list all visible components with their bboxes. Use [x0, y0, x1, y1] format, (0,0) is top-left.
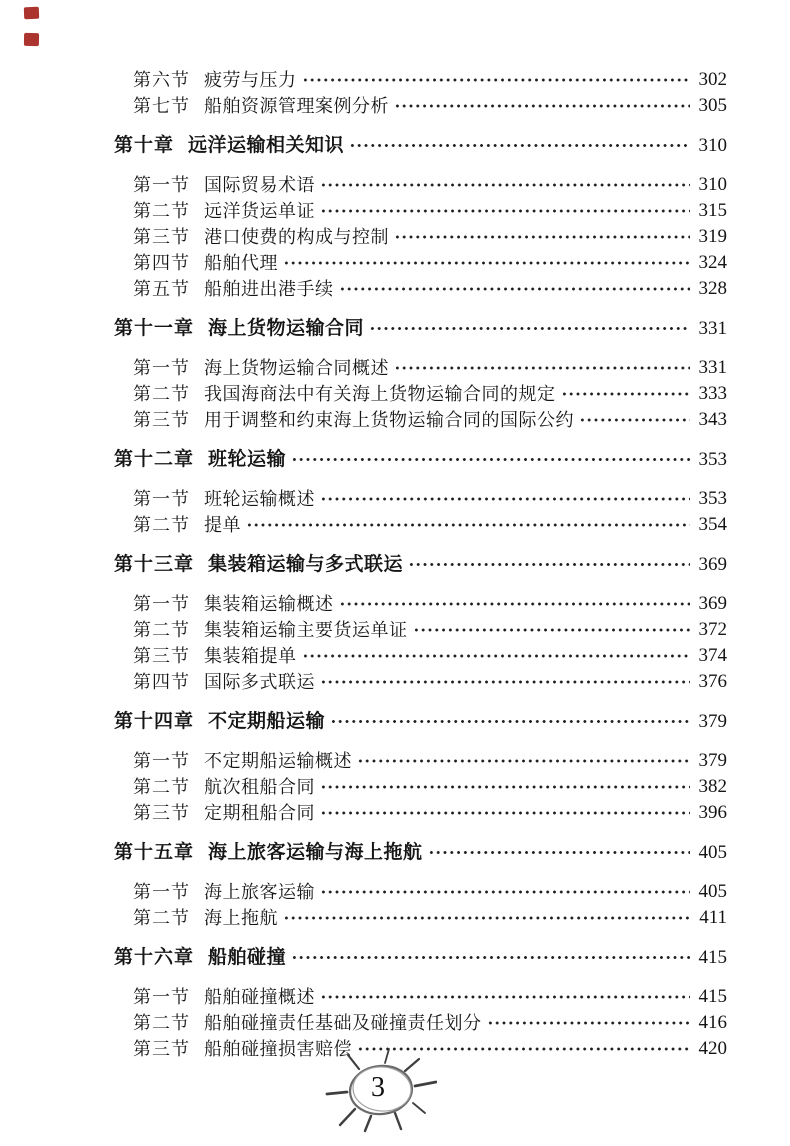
red-stamp-mark [24, 33, 39, 46]
toc-entry-page: 331 [698, 318, 727, 339]
toc-entry-label: 第一节 [133, 987, 190, 1007]
dot-leader-icon [369, 315, 690, 342]
dot-leader-icon [283, 250, 690, 276]
toc-entry-label: 第六节 [133, 70, 190, 90]
toc-entry-title: 集装箱运输与多式联运 [208, 554, 404, 575]
toc-section-row [0, 512, 727, 538]
dot-leader-icon [487, 1010, 691, 1036]
red-stamp-mark [24, 7, 39, 20]
toc-entry-label: 第二节 [133, 620, 190, 640]
toc-entry-title: 班轮运输 [208, 449, 287, 470]
toc-entry-label: 第三节 [133, 410, 190, 430]
toc-entry-label: 第十四章 [114, 711, 195, 732]
dot-leader-icon [320, 800, 690, 826]
toc-entry-title: 船舶碰撞 [208, 947, 287, 968]
toc-entry-title: 班轮运输概述 [204, 489, 315, 509]
toc-entry-label: 第一节 [133, 751, 190, 771]
toc-entry-page: 411 [699, 907, 727, 928]
toc-section-row [0, 276, 727, 302]
dot-leader-icon [428, 839, 690, 866]
toc-entry-page: 353 [698, 488, 727, 509]
toc-entry-page: 302 [698, 69, 727, 90]
toc-entry-page: 379 [698, 750, 727, 771]
dot-leader-icon [394, 355, 690, 381]
dot-leader-icon [413, 617, 691, 643]
toc-entry-page: 420 [698, 1038, 727, 1059]
toc-section-row [0, 748, 727, 774]
toc-entry-label: 第一节 [133, 489, 190, 509]
toc-entry-page: 310 [698, 174, 727, 195]
toc-entry-page: 405 [698, 881, 727, 902]
dot-leader-icon [320, 669, 690, 695]
toc-entry-page: 379 [698, 711, 727, 732]
toc-entry-title: 港口使费的构成与控制 [204, 227, 389, 247]
toc-section-row [0, 669, 727, 695]
toc-entry-page: 376 [698, 671, 727, 692]
toc-entry-title: 海上拖航 [204, 908, 278, 928]
toc-entry-page: 372 [698, 619, 727, 640]
toc-entry-label: 第二节 [133, 201, 190, 221]
toc-section-row [0, 800, 727, 826]
dot-leader-icon [291, 944, 690, 971]
toc-entry-page: 333 [698, 383, 727, 404]
toc-entry-page: 374 [698, 645, 727, 666]
toc-section-row [0, 617, 727, 643]
toc-entry-title: 集装箱运输概述 [204, 594, 334, 614]
dot-leader-icon [320, 879, 690, 905]
toc-section-row [0, 67, 727, 93]
toc-entry-label: 第十一章 [114, 318, 195, 339]
toc-entry-page: 416 [698, 1012, 727, 1033]
toc-entry-title: 船舶代理 [204, 253, 278, 273]
toc-section-row [0, 879, 727, 905]
toc-entry-label: 第四节 [133, 672, 190, 692]
toc-list [0, 67, 727, 1062]
toc-section-row [0, 198, 727, 224]
toc-entry-label: 第一节 [133, 358, 190, 378]
toc-entry-page: 396 [698, 802, 727, 823]
toc-entry-page: 353 [698, 449, 727, 470]
toc-entry-title: 船舶碰撞概述 [204, 987, 315, 1007]
toc-entry-title: 船舶碰撞责任基础及碰撞责任划分 [204, 1013, 482, 1033]
toc-entry-title: 集装箱运输主要货运单证 [204, 620, 408, 640]
toc-section-row [0, 355, 727, 381]
toc-entry-title: 集装箱提单 [204, 646, 297, 666]
dot-leader-icon [283, 905, 690, 931]
toc-entry-page: 315 [698, 200, 727, 221]
toc-entry-label: 第五节 [133, 279, 190, 299]
toc-entry-label: 第二节 [133, 908, 190, 928]
dot-leader-icon [302, 67, 691, 93]
toc-entry-label: 第一节 [133, 882, 190, 902]
toc-entry-page: 331 [698, 357, 727, 378]
toc-entry-label: 第三节 [133, 1039, 190, 1059]
toc-section-row [0, 984, 727, 1010]
toc-chapter-row [0, 132, 727, 159]
dot-leader-icon [330, 708, 690, 735]
toc-entry-label: 第十三章 [114, 554, 195, 575]
toc-entry-label: 第三节 [133, 227, 190, 247]
toc-entry-page: 354 [698, 514, 727, 535]
toc-entry-label: 第二节 [133, 777, 190, 797]
toc-section-row [0, 93, 727, 119]
dot-leader-icon [394, 93, 690, 119]
toc-entry-label: 第四节 [133, 253, 190, 273]
toc-entry-page: 405 [698, 842, 727, 863]
toc-entry-page: 328 [698, 278, 727, 299]
toc-chapter-row [0, 446, 727, 473]
page-number: 3 [371, 1072, 385, 1103]
toc-entry-title: 提单 [204, 515, 241, 535]
toc-chapter-row [0, 551, 727, 578]
toc-entry-label: 第七节 [133, 96, 190, 116]
toc-entry-title: 定期租船合同 [204, 803, 315, 823]
toc-section-row [0, 774, 727, 800]
dot-leader-icon [320, 198, 690, 224]
toc-entry-title: 国际贸易术语 [204, 175, 315, 195]
dot-leader-icon [320, 172, 690, 198]
toc-entry-title: 船舶资源管理案例分析 [204, 96, 389, 116]
toc-entry-title: 国际多式联运 [204, 672, 315, 692]
dot-leader-icon [357, 748, 690, 774]
toc-section-row [0, 381, 727, 407]
toc-entry-title: 航次租船合同 [204, 777, 315, 797]
toc-entry-page: 415 [698, 947, 727, 968]
toc-entry-label: 第十五章 [114, 842, 195, 863]
toc-entry-page: 343 [698, 409, 727, 430]
toc-entry-label: 第三节 [133, 803, 190, 823]
toc-section-row [0, 407, 727, 433]
toc-entry-title: 用于调整和约束海上货物运输合同的国际公约 [204, 410, 574, 430]
toc-entry-title: 疲劳与压力 [204, 70, 297, 90]
toc-entry-title: 船舶碰撞损害赔偿 [204, 1039, 352, 1059]
toc-entry-page: 324 [698, 252, 727, 273]
toc-entry-title: 海上旅客运输 [204, 882, 315, 902]
page-number-ornament [325, 1046, 437, 1134]
dot-leader-icon [320, 774, 690, 800]
toc-entry-page: 310 [698, 135, 727, 156]
toc-entry-label: 第一节 [133, 175, 190, 195]
toc-section-row [0, 486, 727, 512]
toc-entry-title: 远洋运输相关知识 [188, 135, 345, 156]
toc-chapter-row [0, 944, 727, 971]
toc-section-row [0, 643, 727, 669]
toc-entry-title: 船舶进出港手续 [204, 279, 334, 299]
toc-entry-title: 海上货物运输合同 [208, 318, 365, 339]
toc-section-row [0, 905, 727, 931]
toc-entry-label: 第十六章 [114, 947, 195, 968]
dot-leader-icon [320, 984, 690, 1010]
toc-entry-page: 369 [698, 554, 727, 575]
dot-leader-icon [339, 276, 691, 302]
dot-leader-icon [246, 512, 690, 538]
toc-section-row [0, 1010, 727, 1036]
dot-leader-icon [408, 551, 690, 578]
dot-leader-icon [302, 643, 691, 669]
toc-section-row [0, 591, 727, 617]
dot-leader-icon [394, 224, 690, 250]
toc-chapter-row [0, 708, 727, 735]
toc-entry-label: 第二节 [133, 1013, 190, 1033]
dot-leader-icon [561, 381, 691, 407]
toc-entry-label: 第一节 [133, 594, 190, 614]
toc-section-row [0, 250, 727, 276]
toc-entry-label: 第十二章 [114, 449, 195, 470]
toc-entry-page: 415 [698, 986, 727, 1007]
toc-entry-label: 第二节 [133, 515, 190, 535]
toc-chapter-row [0, 839, 727, 866]
toc-entry-label: 第十章 [114, 135, 175, 156]
toc-entry-page: 369 [698, 593, 727, 614]
toc-section-row [0, 172, 727, 198]
toc-entry-title: 不定期船运输概述 [204, 751, 352, 771]
dot-leader-icon [339, 591, 691, 617]
toc-chapter-row [0, 315, 727, 342]
toc-entry-label: 第三节 [133, 646, 190, 666]
toc-entry-page: 382 [698, 776, 727, 797]
toc-entry-page: 305 [698, 95, 727, 116]
dot-leader-icon [349, 132, 690, 159]
toc-entry-title: 海上货物运输合同概述 [204, 358, 389, 378]
toc-entry-label: 第二节 [133, 384, 190, 404]
dot-leader-icon [291, 446, 690, 473]
toc-entry-title: 不定期船运输 [208, 711, 326, 732]
toc-entry-title: 远洋货运单证 [204, 201, 315, 221]
toc-entry-title: 我国海商法中有关海上货物运输合同的规定 [204, 384, 556, 404]
toc-entry-page: 319 [698, 226, 727, 247]
toc-entry-title: 海上旅客运输与海上拖航 [208, 842, 423, 863]
dot-leader-icon [320, 486, 690, 512]
toc-section-row [0, 224, 727, 250]
dot-leader-icon [579, 407, 690, 433]
